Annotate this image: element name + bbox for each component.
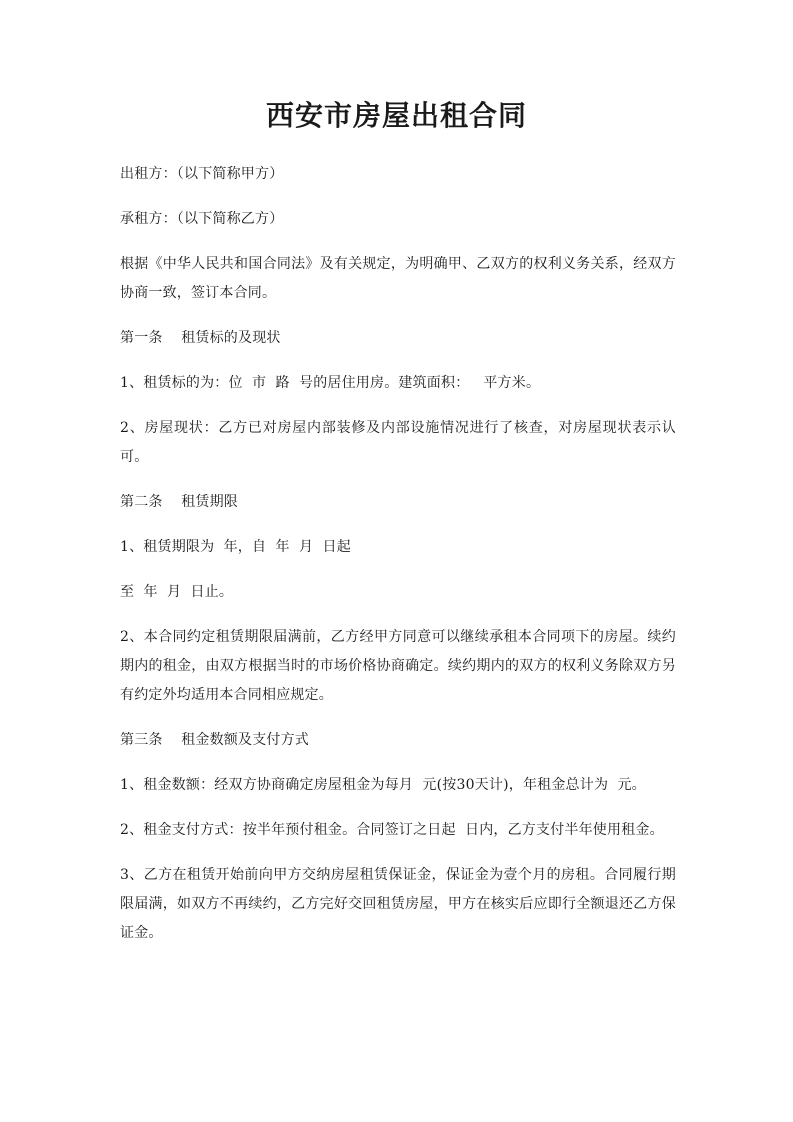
article-1-clause-1: 1、租赁标的为：位 市 路 号的居住用房。建筑面积： 平方米。 xyxy=(120,375,541,391)
preamble-paragraph: 根据《中华人民共和国合同法》及有关规定，为明确甲、乙双方的权利义务关系，经双方协商一致，签订本合同。 xyxy=(120,256,676,301)
lessee-line: 承租方：（以下简称乙方） xyxy=(120,211,284,227)
article-3-clause-2: 2、租金支付方式：按半年预付租金。合同签订之日起 日内，乙方支付半年使用租金。 xyxy=(120,822,664,838)
article-1-heading: 第一条 租赁标的及现状 xyxy=(120,330,281,346)
article-3-clause-1: 1、租金数额：经双方协商确定房屋租金为每月 元(按30天计)，年租金总计为 元。 xyxy=(120,777,646,793)
lessor-line: 出租方：（以下简称甲方） xyxy=(120,166,284,182)
article-2-heading: 第二条 租赁期限 xyxy=(120,494,239,510)
article-2-clause-2: 2、本合同约定租赁期限届满前，乙方经甲方同意可以继续承租本合同项下的房屋。续约期内的租金，由双方根据当时的市场价格协商确定。续约期内的双方的权利义务除双方另有约定外均适用本合同相应规定。 xyxy=(120,629,676,703)
article-2-clause-1-end: 至 年 月 日止。 xyxy=(120,584,234,600)
document-title: 西安市房屋出租合同 xyxy=(265,99,527,132)
article-1-clause-2: 2、房屋现状：乙方已对房屋内部装修及内部设施情况进行了核查，对房屋现状表示认可。 xyxy=(120,420,676,465)
document-body xyxy=(120,160,676,964)
article-2-clause-1: 1、租赁期限为 年，自 年 月 日起 xyxy=(120,539,351,555)
article-3-clause-3: 3、乙方在租赁开始前向甲方交纳房屋租赁保证金，保证金为壹个月的房租。合同履行期限届满，如双方不再续约，乙方完好交回租赁房屋，甲方在核实后应即行全额退还乙方保证金。 xyxy=(120,867,676,941)
article-3-heading: 第三条 租金数额及支付方式 xyxy=(120,732,309,748)
